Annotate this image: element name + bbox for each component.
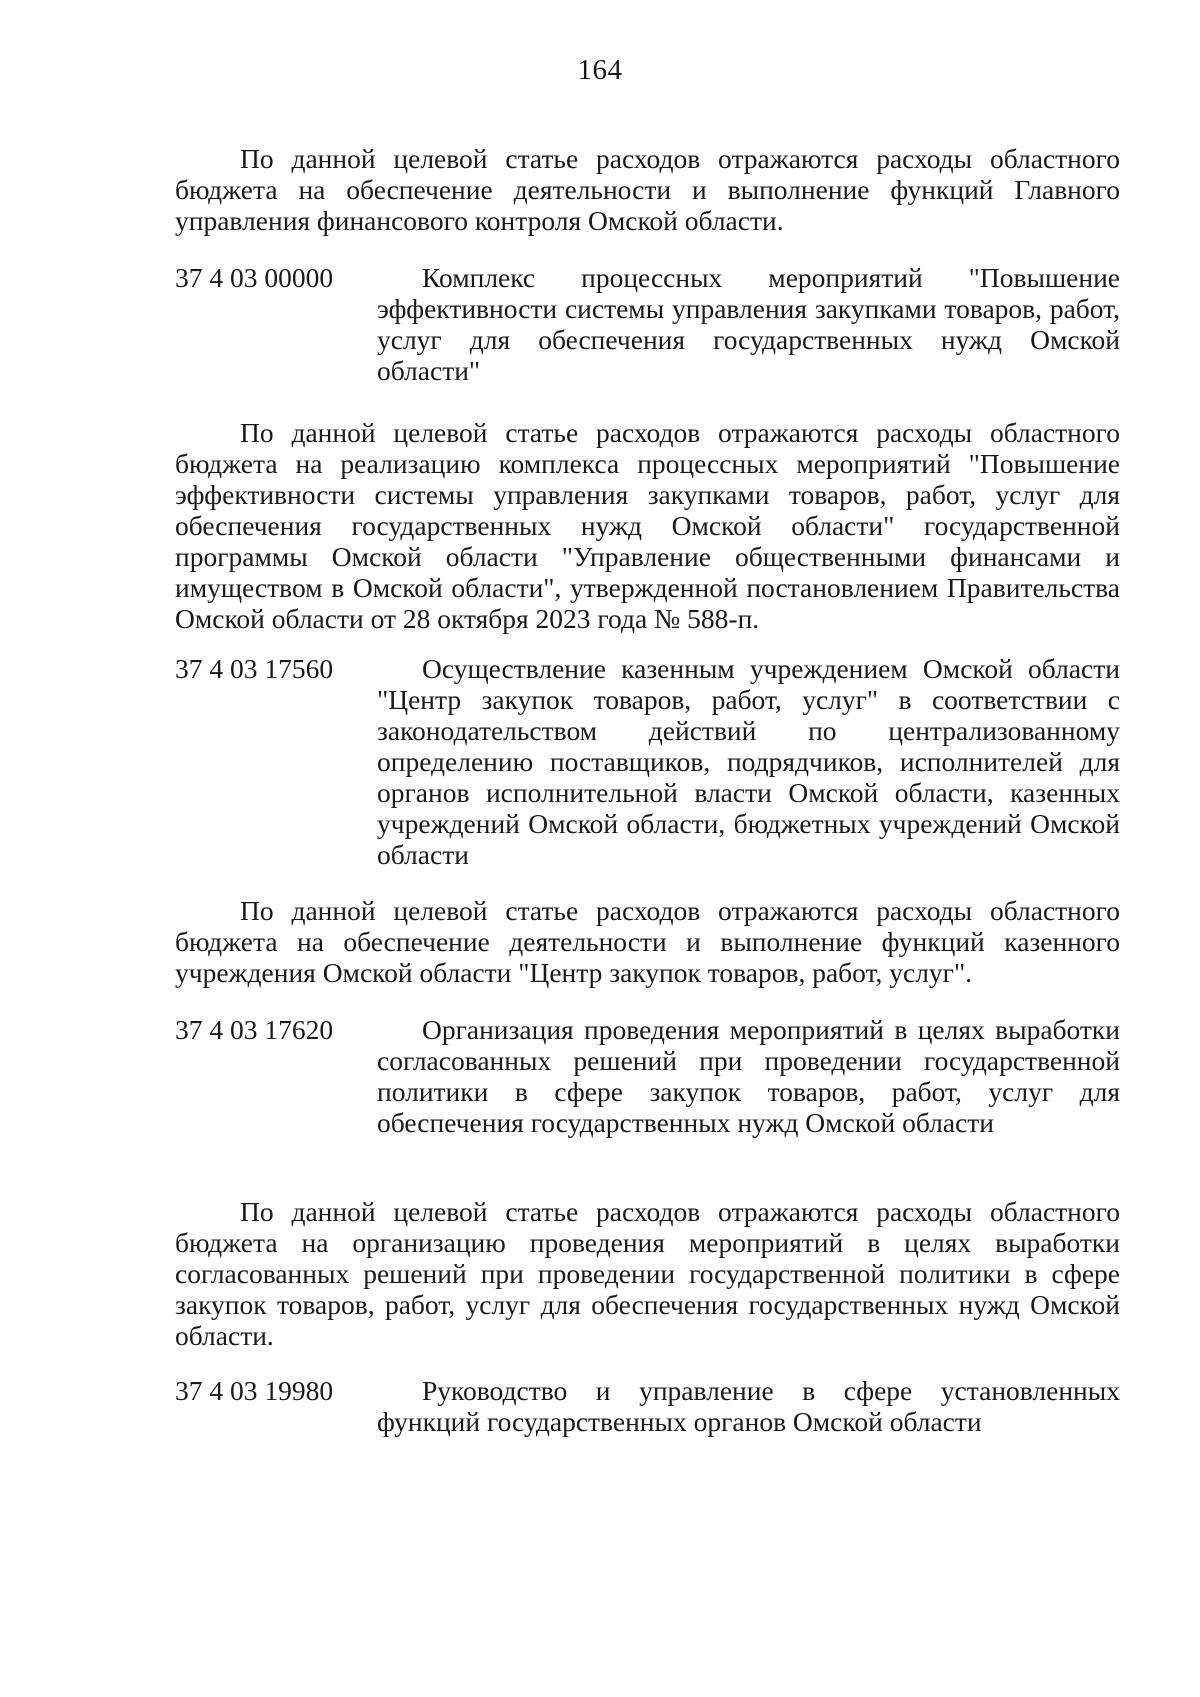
budget-entry-37-4-03-00000 (175, 262, 1120, 386)
paragraph-main-control-funding: По данной целевой статье расходов отражаются расходы областного бюджета на обеспечение деятельности и выполнение функций Главного управления финансового контроля Омской области. (175, 143, 1120, 236)
budget-code: 37 4 03 00000 (175, 262, 334, 293)
budget-entry-title: Руководство и управление в сфере установленных функций государственных органов Омской области (377, 1375, 1120, 1437)
paragraph-procurement-center: По данной целевой статье расходов отражаются расходы областного бюджета на обеспечение деятельности и выполнение функций казенного учреждения Омской области "Центр закупок товаров, работ, услуг". (175, 895, 1120, 988)
budget-code: 37 4 03 17620 (175, 1014, 334, 1045)
budget-entry-title: Комплекс процессных мероприятий "Повышение эффективности системы управления закупками товаров, работ, услуг для обеспечения государственных нужд Омской области" (377, 262, 1120, 386)
budget-entry-37-4-03-17560 (175, 653, 1120, 870)
budget-code: 37 4 03 19980 (175, 1375, 334, 1406)
paragraph-procurement-program: По данной целевой статье расходов отражаются расходы областного бюджета на реализацию комплекса процессных мероприятий "Повышение эффективности системы управления закупками товаров, работ, услуг для обеспечения государственных нужд Омской области" государственной программы Омской области "Управление общественными финансами и имуществом в Омской области", утвержденной постановлением Правительства Омской области от 28 октября 2023 года № 588-п. (175, 417, 1120, 634)
page-number: 164 (577, 54, 623, 86)
budget-entry-37-4-03-19980 (175, 1375, 1120, 1437)
paragraph-procurement-events: По данной целевой статье расходов отражаются расходы областного бюджета на организацию проведения мероприятий в целях выработки согласованных решений при проведении государственной политики в сфере закупок товаров, работ, услуг для обеспечения государственных нужд Омской области. (175, 1196, 1120, 1351)
budget-entry-title: Организация проведения мероприятий в целях выработки согласованных решений при проведении государственной политики в сфере закупок товаров, работ, услуг для обеспечения государственных нужд Омской области (377, 1014, 1120, 1138)
budget-entry-37-4-03-17620 (175, 1014, 1120, 1138)
budget-entry-title: Осуществление казенным учреждением Омской области "Центр закупок товаров, работ, услуг" в соответствии с законодательством действий по централизованному определению поставщиков, подрядчиков, исполнителей для органов исполнительной власти Омской области, казенных учреждений Омской области, бюджетных учреждений Омской области (377, 653, 1120, 870)
budget-code: 37 4 03 17560 (175, 653, 334, 684)
